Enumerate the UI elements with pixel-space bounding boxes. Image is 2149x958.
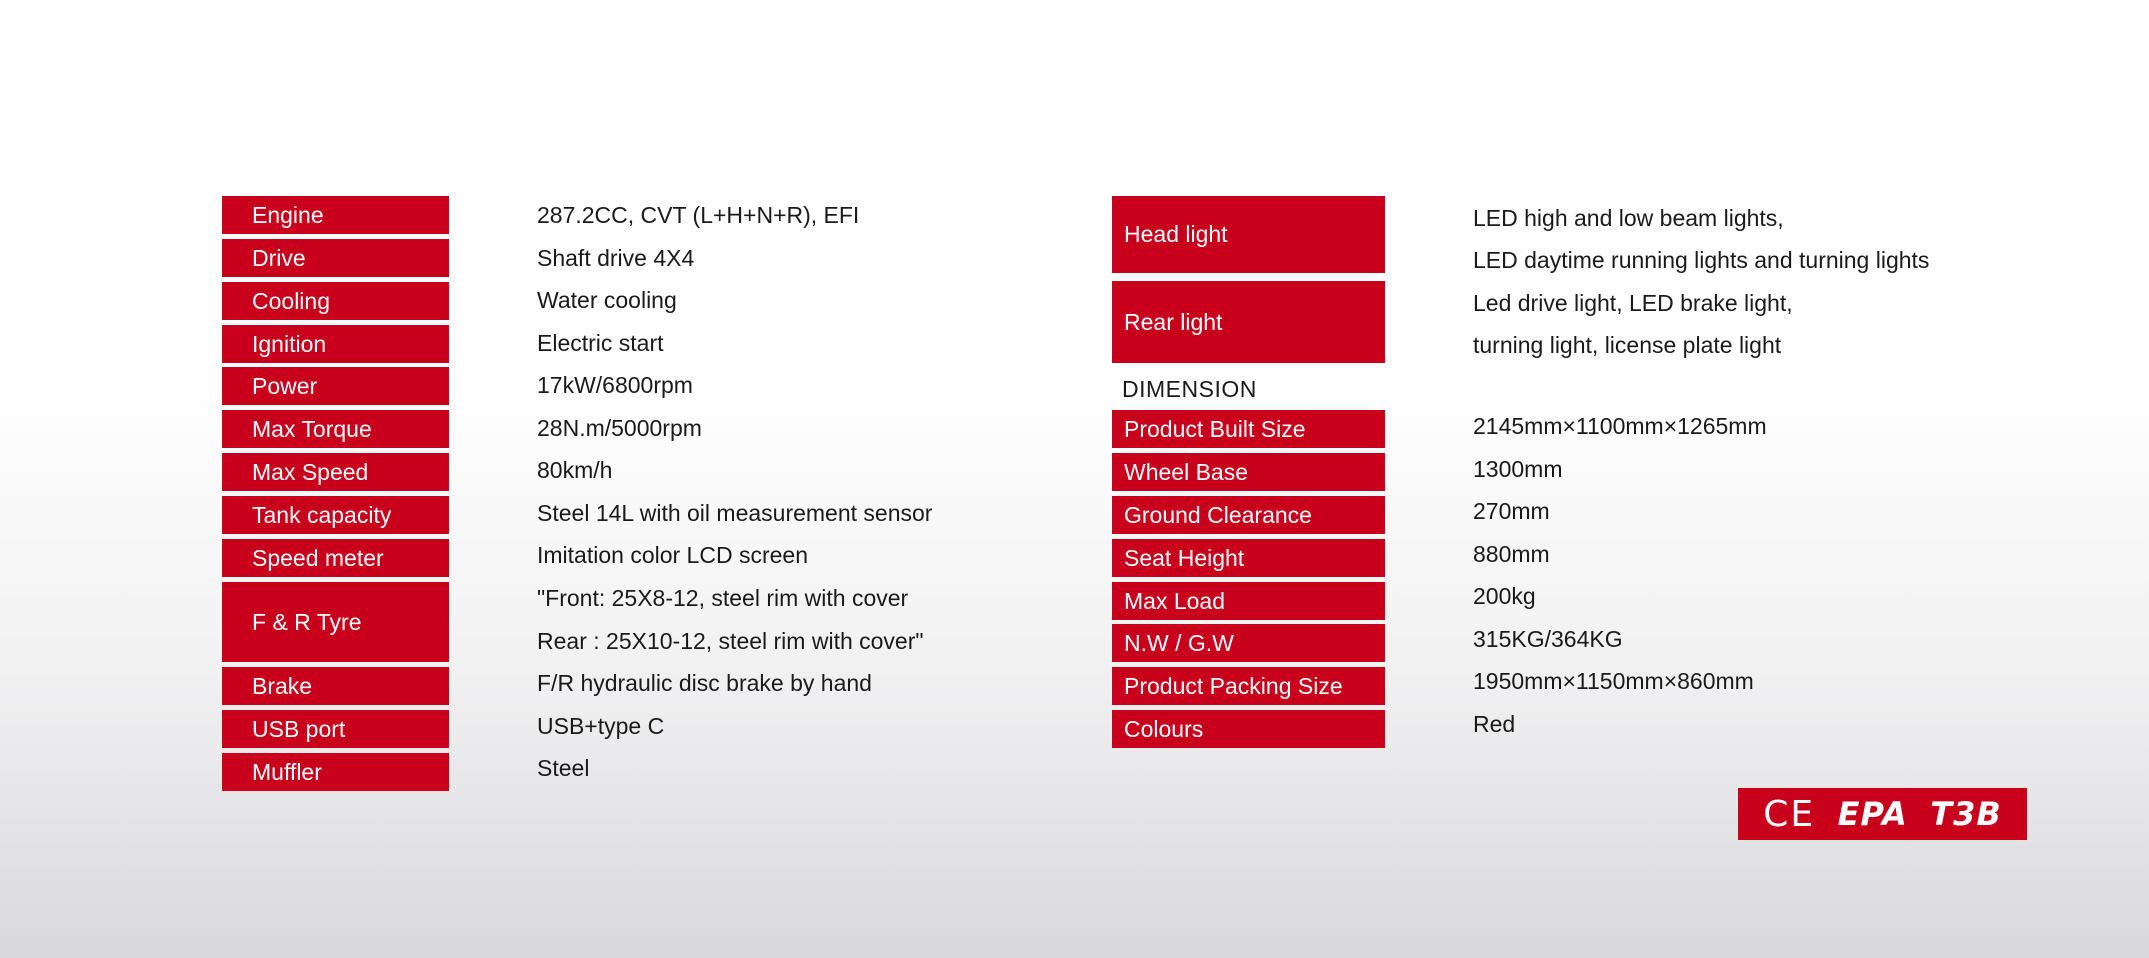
spec-value-built-size: 2145mm×1100mm×1265mm — [1473, 413, 1767, 439]
spec-label-rear-light: Rear light — [1112, 281, 1385, 363]
spec-value-engine: 287.2CC, CVT (L+H+N+R), EFI — [537, 202, 860, 228]
spec-value-ignition: Electric start — [537, 330, 664, 356]
spec-label-weight: N.W / G.W — [1112, 624, 1385, 662]
certification-badge — [1738, 788, 2027, 840]
spec-value-muffler: Steel — [537, 755, 590, 781]
spec-value-seat-height: 880mm — [1473, 541, 1550, 567]
spec-label-max-load: Max Load — [1112, 582, 1385, 620]
ce-mark: CE — [1763, 793, 1816, 835]
spec-value-ground-clearance: 270mm — [1473, 498, 1550, 524]
spec-label-ground-clearance: Ground Clearance — [1112, 496, 1385, 534]
spec-value-drive: Shaft drive 4X4 — [537, 245, 695, 271]
spec-label-seat-height: Seat Height — [1112, 539, 1385, 577]
spec-value-head-light-1: LED high and low beam lights, — [1473, 205, 1784, 231]
spec-label-usb-port: USB port — [222, 710, 449, 748]
spec-label-drive: Drive — [222, 239, 449, 277]
spec-label-max-torque: Max Torque — [222, 410, 449, 448]
dimension-heading: DIMENSION — [1122, 376, 1257, 402]
spec-value-power: 17kW/6800rpm — [537, 372, 693, 398]
spec-label-wheel-base: Wheel Base — [1112, 453, 1385, 491]
epa-mark: EPA — [1837, 795, 1908, 833]
spec-value-weight: 315KG/364KG — [1473, 626, 1623, 652]
spec-value-rear-light-2: turning light, license plate light — [1473, 332, 1782, 358]
spec-label-tank-capacity: Tank capacity — [222, 496, 449, 534]
spec-label-power: Power — [222, 367, 449, 405]
spec-label-built-size: Product Built Size — [1112, 410, 1385, 448]
spec-value-max-load: 200kg — [1473, 583, 1536, 609]
spec-value-rear-light-1: Led drive light, LED brake light, — [1473, 290, 1793, 316]
spec-value-speed-meter: Imitation color LCD screen — [537, 542, 808, 568]
spec-value-wheel-base: 1300mm — [1473, 456, 1563, 482]
spec-value-tyre-front: "Front: 25X8-12, steel rim with cover — [537, 585, 909, 611]
spec-label-brake: Brake — [222, 667, 449, 705]
spec-value-cooling: Water cooling — [537, 287, 677, 313]
spec-value-head-light-2: LED daytime running lights and turning lights — [1473, 247, 1930, 273]
spec-value-colours: Red — [1473, 711, 1516, 737]
spec-value-tank-capacity: Steel 14L with oil measurement sensor — [537, 500, 933, 526]
spec-label-cooling: Cooling — [222, 282, 449, 320]
spec-label-muffler: Muffler — [222, 753, 449, 791]
t3b-mark: T3B — [1930, 795, 2002, 833]
spec-value-usb-port: USB+type C — [537, 713, 665, 739]
spec-label-colours: Colours — [1112, 710, 1385, 748]
spec-label-head-light: Head light — [1112, 196, 1385, 273]
spec-label-max-speed: Max Speed — [222, 453, 449, 491]
spec-value-max-speed: 80km/h — [537, 457, 613, 483]
spec-label-engine: Engine — [222, 196, 449, 234]
spec-label-ignition: Ignition — [222, 325, 449, 363]
spec-value-brake: F/R hydraulic disc brake by hand — [537, 670, 872, 696]
spec-value-tyre-rear: Rear : 25X10-12, steel rim with cover" — [537, 628, 924, 654]
spec-value-packing-size: 1950mm×1150mm×860mm — [1473, 668, 1754, 694]
spec-label-tyre: F & R Tyre — [222, 582, 449, 662]
spec-label-packing-size: Product Packing Size — [1112, 667, 1385, 705]
spec-label-speed-meter: Speed meter — [222, 539, 449, 577]
spec-value-max-torque: 28N.m/5000rpm — [537, 415, 702, 441]
